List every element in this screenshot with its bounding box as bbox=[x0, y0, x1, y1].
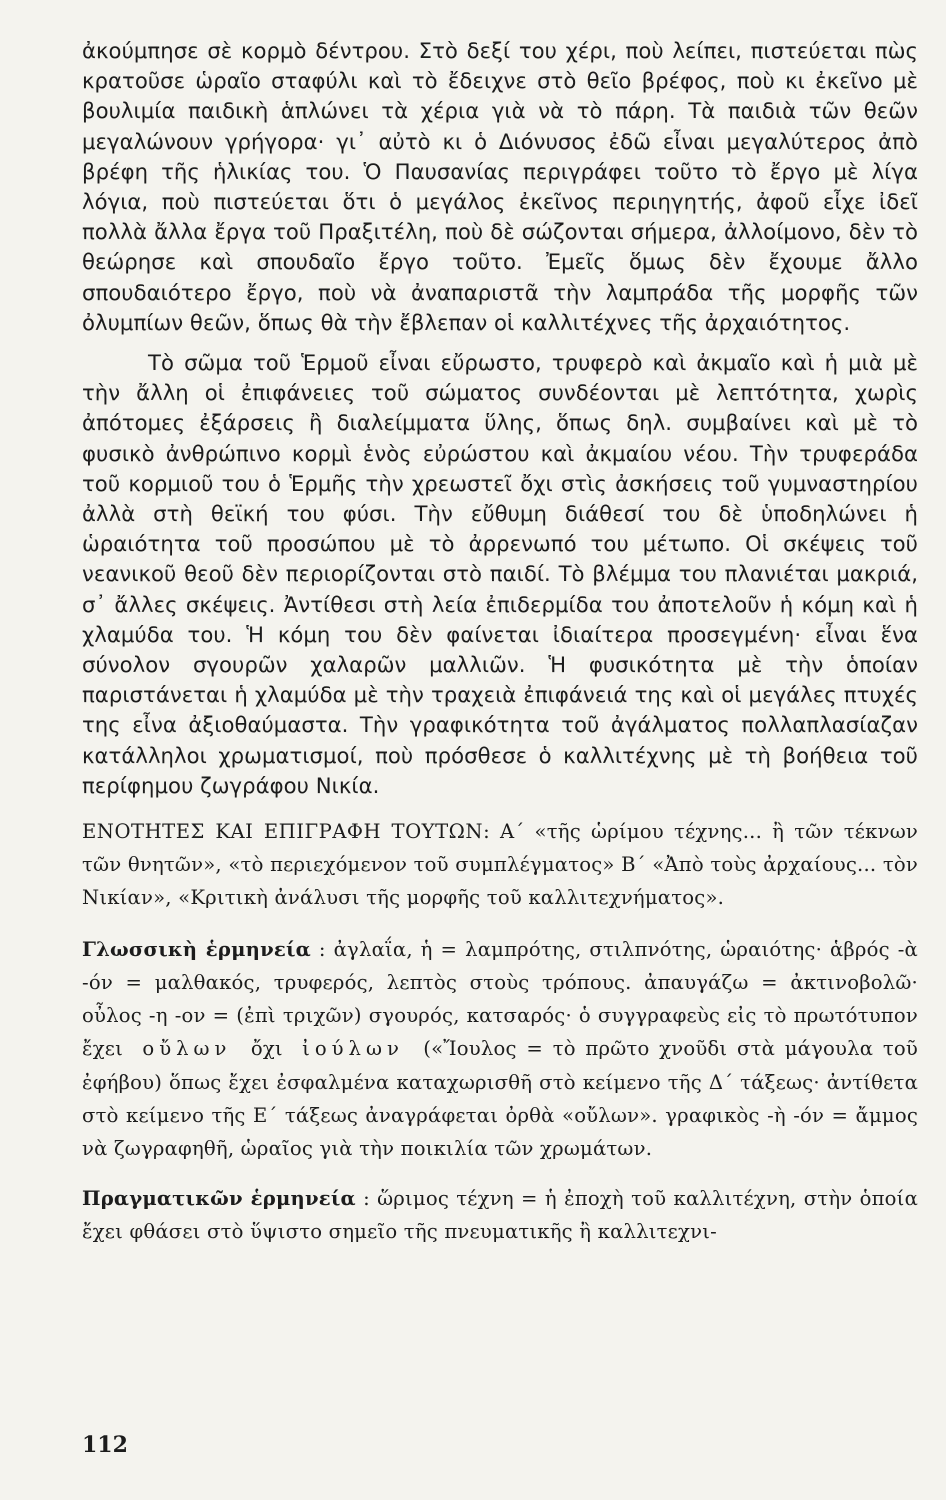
glossiki-text-after: («Ἴουλος = τὸ πρῶτο χνοῦδι στὰ μάγουλα τοῦ ἐφήβου) ὅπως ἔχει ἐσφαλμένα καταχωρισθῆ στὸ κείμενο τῆς Δ΄ τάξεως· ἀντίθετα στὸ κείμενο τῆς Ε΄ τάξεως ἀναγράφεται ὀρθὰ «οὔλων». γραφικὸς -ὴ -όν = ἄμμος νὰ ζωγραφηθῆ, ὡραῖος γιὰ τὴν ποικιλία τῶν χρωμάτων. bbox=[82, 1037, 919, 1160]
page-number: 112 bbox=[82, 1432, 128, 1458]
body-paragraph-2: Τὸ σῶμα τοῦ Ἑρμοῦ εἶναι εὔρωστο, τρυφερὸ καὶ ἀκμαῖο καὶ ἡ μιὰ μὲ τὴν ἄλλη οἱ ἐπιφάνειες τοῦ σώματος συνδέονται μὲ λεπτότητα, χωρὶς ἀπότομες ἐξάρσεις ἢ διαλείμματα ὕλης, ὅπως δηλ. συμβαίνει καὶ μὲ τὸ φυσικὸ ἀνθρώπινο κορμὶ ἑνὸς εὐρώστου καὶ ἀκμαίου νέου. Τὴν τρυφεράδα τοῦ κορμιοῦ του ὁ Ἑρμῆς τὴν χρεωστεῖ ὄχι στὶς ἀσκήσεις τοῦ γυμναστηρίου ἀλλὰ στὴ θεϊκή του φύσι. Τὴν εὔθυμη διάθεσί του δὲ ὑποδηλώνει ἡ ὡραιότητα τοῦ προσώπου μὲ τὸ ἀρρενωπό του μέτωπο. Οἱ σκέψεις τοῦ νεανικοῦ θεοῦ δὲν περιορίζονται στὸ παιδί. Τὸ βλέμμα του πλανιέται μακριά, σ᾽ ἄλλες σκέψεις. Ἀντίθεσι στὴ λεία ἐπιδερμίδα του ἀποτελοῦν ἡ κόμη καὶ ἡ χλαμύδα του. Ἡ κόμη του δὲν φαίνεται ἰδιαίτερα προσεγμένη· εἶναι ἕνα σύνολον σγουρῶν χαλαρῶν μαλλιῶν. Ἡ φυσικότητα μὲ τὴν ὁποίαν παριστάνεται ἡ χλαμύδα μὲ τὴν τραχειὰ ἐπιφάνειά της καὶ οἱ μεγάλες πτυχές της εἶνα ἀξιοθαύμαστα. Τὴν γραφικότητα τοῦ ἀγάλματος πολλαπλασίαζαν κατάλληλοι χρωματισμοί, ποὺ πρόσθεσε ὁ καλλιτέχνης μὲ τὴ βοήθεια τοῦ περίφημου ζωγράφου Νικία. bbox=[82, 350, 918, 798]
enotites-text: : Α΄ «τῆς ὡρίμου τέχνης... ἢ τῶν τέκνων τῶν θνητῶν», «τὸ περιεχόμενον τοῦ συμπλέγματος» Β΄ «Ἀπὸ τοὺς ἀρχαίους... τὸν Νικίαν», «Κριτικὴ ἀνάλυσι τῆς μορφῆς τοῦ καλλιτεχνήματος». bbox=[82, 820, 918, 910]
enotites-heading: ΕΝΟΤΗΤΕΣ ΚΑΙ ΕΠΙΓΡΑΦΗ ΤΟΥΤΩΝ bbox=[82, 820, 484, 844]
section-enotites bbox=[82, 815, 918, 915]
glossiki-text-before: : ἀγλαΐα, ἡ = λαμπρότης, στιλπνότης, ὡραιότης· ἁβρός -ὰ -όν = μαλθακός, τρυφερός, λεπτὸς στοὺς τρόπους. ἀπαυγάζω = ἀκτινοβολῶ· οὖλος -η -ον = (ἐπὶ τριχῶν) σγουρός, κατσαρός· ὁ συγγραφεὺς εἰς τὸ πρωτότυπον ἔχει bbox=[82, 937, 918, 1061]
glossiki-word-ioulon: ἰούλων bbox=[302, 1037, 404, 1061]
body-paragraph-1: ἀκούμπησε σὲ κορμὸ δέντρου. Στὸ δεξί του χέρι, ποὺ λείπει, πιστεύεται πὼς κρατοῦσε ὡραῖο σταφύλι καὶ τὸ ἔδειχνε στὸ θεῖο βρέφος, ποὺ κι ἐκεῖνο μὲ βουλιμία παιδικὴ ἁπλώνει τὰ χέρια γιὰ νὰ τὸ πάρη. Τὰ παιδιὰ τῶν θεῶν μεγαλώνουν γρήγορα· γι᾽ αὐτὸ κι ὁ Διόνυσος ἐδῶ εἶναι μεγαλύτερος ἀπὸ βρέφη τῆς ἡλικίας του. Ὁ Παυσανίας περιγράφει τοῦτο τὸ ἔργο μὲ λίγα λόγια, ποὺ πιστεύεται ὅτι ὁ μεγάλος ἐκεῖνος περιηγητής, ἀφοῦ εἶχε ἰδεῖ πολλὰ ἄλλα ἔργα τοῦ Πραξιτέλη, ποὺ δὲ σώζονται σήμερα, ἀλλοίμονο, δὲν τὸ θεώρησε καὶ σπουδαῖο ἔργο τοῦτο. Ἐμεῖς ὅμως δὲν ἔχουμε ἄλλο σπουδαιότερο ἔργο, ποὺ νὰ ἀναπαριστᾶ τὴν λαμπράδα τῆς μορφῆς τῶν ὀλυμπίων θεῶν, ὅπως θὰ τὴν ἔβλεπαν οἱ καλλιτέχνες τῆς ἀρχαιότητος. bbox=[82, 38, 918, 335]
glossiki-word-oulon: οὔλων bbox=[142, 1037, 232, 1061]
pragmatikon-heading: Πραγματικῶν ἑρμηνεία bbox=[82, 1187, 356, 1211]
pragmatikon-text: : ὥριμος τέχνη = ἡ ἐποχὴ τοῦ καλλιτέχνη, στὴν ὁποία ἔχει φθάσει στὸ ὕψιστο σημεῖο τῆς πνευματικῆς ἢ καλλιτεχνι- bbox=[82, 1187, 918, 1244]
section-pragmatikon bbox=[82, 1182, 918, 1248]
glossiki-mid: ὄχι bbox=[250, 1037, 283, 1061]
glossiki-heading: Γλωσσικὴ ἑρμηνεία bbox=[82, 937, 311, 961]
section-glossiki bbox=[82, 933, 918, 1165]
